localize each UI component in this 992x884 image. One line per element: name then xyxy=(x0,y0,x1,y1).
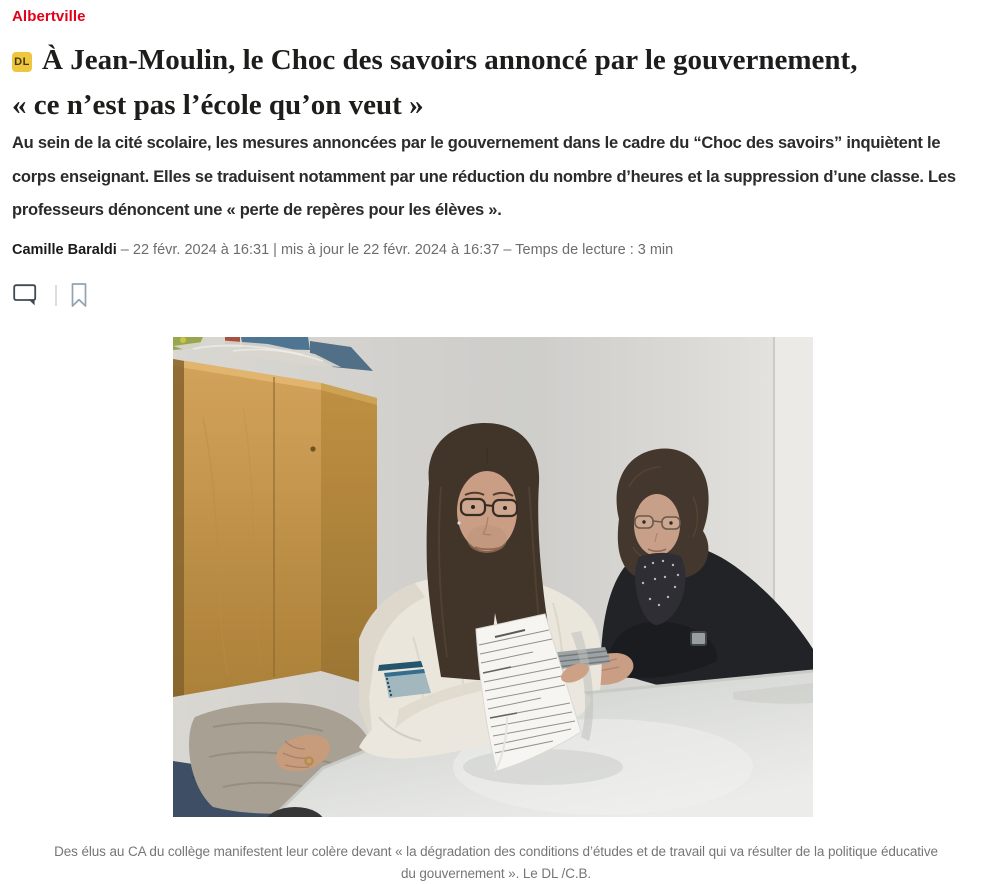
article-photo xyxy=(173,337,813,817)
bookmark-icon xyxy=(70,282,88,308)
headline-line-2: « ce n’est pas l’école qu’on veut » xyxy=(12,89,424,121)
brand-badge-dl: DL xyxy=(12,52,32,72)
bookmark-button[interactable] xyxy=(70,282,88,308)
headline-line-1: À Jean-Moulin, le Choc des savoirs annoncé par le gouvernement, xyxy=(42,44,858,76)
byline-meta: – 22 févr. 2024 à 16:31 | mis à jour le 22 févr. 2024 à 16:37 – Temps de lecture : 3 min xyxy=(120,242,674,258)
byline xyxy=(12,242,972,258)
article-actions xyxy=(12,280,88,310)
photo-caption: Des élus au CA du collège manifestent leur colère devant « la dégradation des conditions d’études et de travail qui va résulter de la politique éducative du gouvernement ». Le DL /C.B. xyxy=(54,844,938,881)
author-name[interactable]: Camille Baraldi xyxy=(12,242,117,258)
article-standfirst: Au sein de la cité scolaire, les mesures annoncées par le gouvernement dans le cadre du “Choc des savoirs” inquiètent le corps enseignant. Elles se traduisent notamment par une réduction du nombre d’heures et la suppression d’une classe. Les professeurs dénoncent une « perte de repères pour les élèves ». xyxy=(12,134,956,219)
comment-button[interactable] xyxy=(12,282,38,308)
comment-icon xyxy=(12,282,38,308)
photo-illustration xyxy=(173,337,813,817)
category-label[interactable]: Albertville xyxy=(12,8,86,25)
article-headline xyxy=(12,38,970,128)
actions-divider xyxy=(55,285,57,306)
